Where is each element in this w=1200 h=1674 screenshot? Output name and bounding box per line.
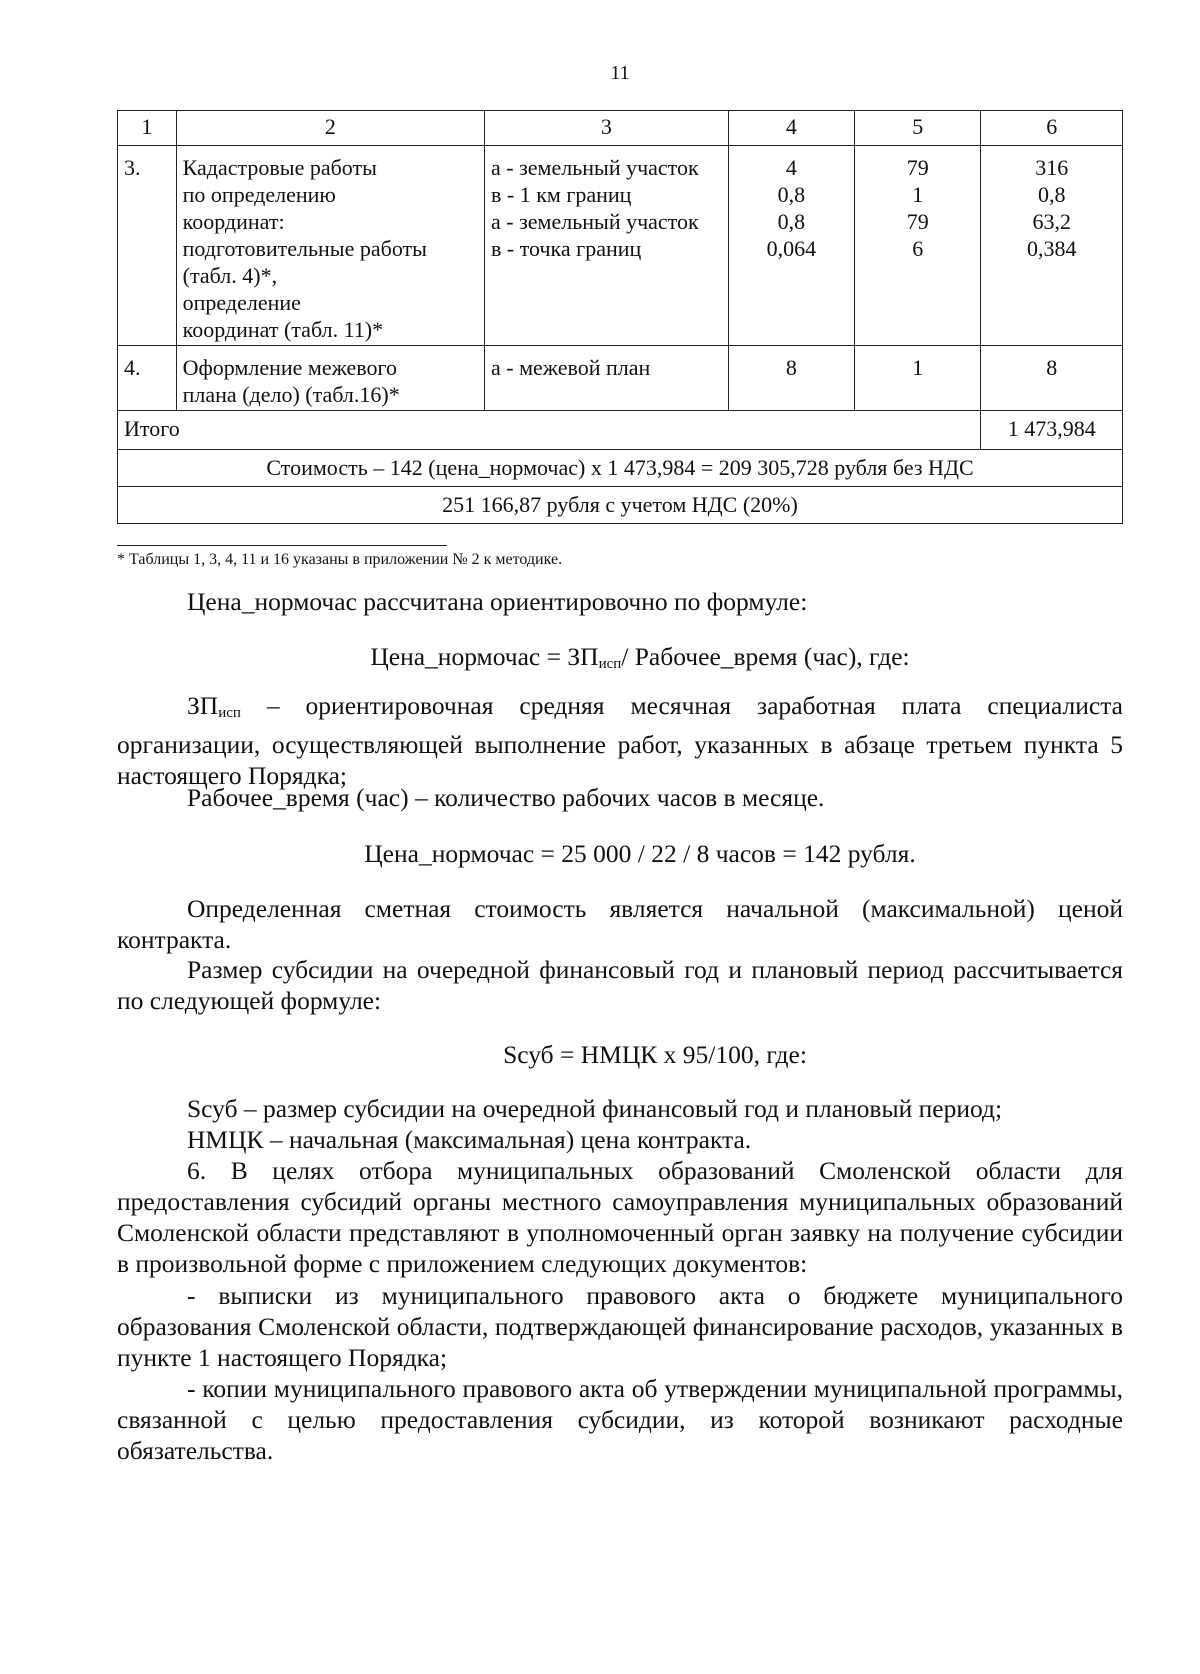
table-row [118,346,1123,411]
paragraph: 6. В целях отбора муниципальных образований Смоленской области для предоставления субсидий органы местного самоуправления муниципальных образований Смоленской области представляют в уполномоченный орган заявку на получение субсидии в произвольной форме с приложением следующих документов: [117,1156,1123,1278]
vat-row [118,487,1123,524]
paragraph: - копии муниципального правового акта об утверждении муниципальной программы, связанной с целью предоставления субсидии, из которой возникают расходные обязательства. [117,1374,1123,1465]
header-cell: 4 [728,111,854,146]
paragraph: НМЦК – начальная (максимальная) цена контракта. [187,1125,752,1154]
header-cell: 5 [855,111,981,146]
paragraph: Размер субсидии на очередной финансовый год и плановый период рассчитывается по следующей формуле: [117,955,1123,1015]
formula-subscript: исп [598,656,622,672]
header-cell: 3 [485,111,729,146]
col6-values: 8 [981,346,1123,411]
cost-line: Стоимость – 142 (цена_нормочас) х 1 473,984 = 209 305,728 рубля без НДС [118,450,1123,487]
footnote: * Таблицы 1, 3, 4, 11 и 16 указаны в приложении № 2 к методике. [117,551,563,568]
row-number: 4. [118,346,177,411]
footnote-divider [117,545,447,546]
paragraph: Sсуб – размер субсидии на очередной финансовый год и плановый период; [187,1094,1003,1123]
header-cell: 2 [176,111,484,146]
table-header-row [118,111,1123,146]
col5-values: 1 [855,346,981,411]
formula [117,641,1123,680]
paragraph: Цена_нормочас рассчитана ориентировочно по формуле: [187,587,808,616]
header-cell: 6 [981,111,1123,146]
cost-table [117,110,1123,524]
unit-name: а - межевой план [485,346,729,411]
formula: Sсуб = НМЦК х 95/100, где: [503,1040,807,1069]
paragraph: Рабочее_время (час) – количество рабочих часов в месяце. [187,783,825,812]
cost-row [118,450,1123,487]
page-number: 11 [610,62,630,84]
row-number: 3. [118,146,177,346]
formula-right: / Рабочее_время (час), где: [621,642,910,671]
vat-line: 251 166,87 рубля с учетом НДС (20%) [118,487,1123,524]
paragraph: - выписки из муниципального правового акта о бюджете муниципального образования Смоленской области, подтверждающей финансирование расходов, указанных в пункте 1 настоящего Порядка; [117,1281,1123,1372]
col4-values: 4 0,8 0,8 0,064 [728,146,854,346]
paragraph: Определенная сметная стоимость является начальной (максимальной) ценой контракта. [117,894,1123,954]
formula: Цена_нормочас = 25 000 / 22 / 8 часов = 142 рубля. [364,839,916,868]
col4-values: 8 [728,346,854,411]
paragraph [117,690,1123,791]
header-cell: 1 [118,111,177,146]
work-name: Кадастровые работы по определению координат: подготовительные работы (табл. 4)*, определение координат (табл. 11)* [176,146,484,346]
term-definition: – ориентировочная средняя месячная заработная плата специалиста организации, осуществляющей выполнение работ, указанных в абзаце третьем пункта 5 настоящего Порядка; [117,691,1123,790]
formula-left: Цена_нормочас = ЗП [370,642,599,671]
total-row [118,411,1123,450]
unit-name: а - земельный участок в - 1 км границ а - земельный участок в - точка границ [485,146,729,346]
table-row [118,146,1123,346]
total-value: 1 473,984 [981,411,1123,450]
total-label: Итого [118,411,981,450]
term: ЗП [187,691,219,720]
col6-values: 316 0,8 63,2 0,384 [981,146,1123,346]
col5-values: 79 1 79 6 [855,146,981,346]
work-name: Оформление межевого плана (дело) (табл.16)* [176,346,484,411]
term-subscript: исп [218,705,241,721]
